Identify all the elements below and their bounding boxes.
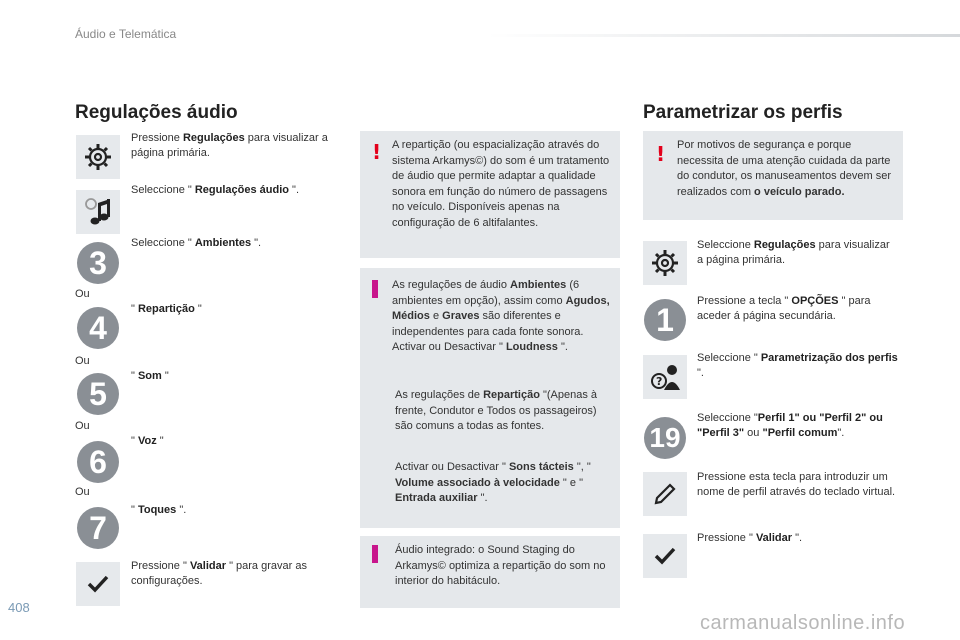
step-text: Seleccione " Regulações áudio ".	[131, 184, 300, 196]
or-label: Ou	[75, 420, 90, 432]
step-number-badge: 3	[76, 241, 120, 285]
step-number-badge: 1	[643, 298, 687, 342]
info-icon	[372, 545, 378, 563]
info-text: Áudio integrado: o Sound Staging do Arkamys© optimiza a repartição do som no interior do habitáculo.	[395, 544, 606, 587]
section-title-profiles: Parametrizar os perfis	[643, 102, 843, 123]
check-icon	[643, 534, 687, 578]
step-text: Seleccione " Ambientes ".	[131, 237, 262, 249]
step-text: " Toques ".	[131, 504, 187, 516]
step-number-badge: 7	[76, 506, 120, 550]
audio-settings-icon	[76, 190, 120, 234]
svg-text:?: ?	[656, 375, 663, 388]
step-text: Seleccione "Perfil 1" ou "Perfil 2" ou "Perfil 3" ou "Perfil comum".	[697, 412, 883, 439]
step-number-badge: 5	[76, 372, 120, 416]
warning-icon: !	[372, 140, 382, 164]
info-text: As regulações de Repartição "(Apenas à frente, Condutor e Todos os passageiros) são comuns a todas as fontes.	[395, 389, 598, 432]
header-divider	[487, 34, 960, 37]
chapter-title: Áudio e Telemática	[75, 27, 177, 41]
check-icon	[76, 562, 120, 606]
step-text: Seleccione Regulações para visualizar a página primária.	[697, 239, 890, 266]
section-title-audio: Regulações áudio	[75, 102, 238, 123]
settings-gear-icon	[643, 241, 687, 285]
step-text: Seleccione " Parametrização dos perfis ".	[697, 352, 898, 379]
settings-gear-icon	[76, 135, 120, 179]
info-text: As regulações de áudio Ambientes (6 ambientes em opção), assim como Agudos, Médios e Graves são diferentes e independentes para cada fonte sonora. Activar ou Desactivar " Loudness ".	[392, 279, 610, 353]
or-label: Ou	[75, 486, 90, 498]
step-text: Pressione " Validar " para gravar as configurações.	[131, 560, 307, 587]
or-label: Ou	[75, 355, 90, 367]
step-number-badge: 4	[76, 306, 120, 350]
step-text: Pressione a tecla " OPÇÕES " para aceder á página secundária.	[697, 295, 871, 322]
step-text: " Som "	[131, 370, 169, 382]
warning-icon: !	[656, 142, 666, 166]
info-text: Activar ou Desactivar " Sons tácteis ", " Volume associado à velocidade " e " Entrada auxiliar ".	[395, 461, 591, 504]
step-number-badge: 6	[76, 440, 120, 484]
warning-text: Por motivos de segurança e porque necessita de uma atenção cuidada da parte do condutor, os manuseamentos devem ser realizados com o veículo parado.	[677, 139, 892, 198]
step-number-badge: 19	[643, 416, 687, 460]
page-number: 408	[8, 600, 30, 615]
info-icon	[372, 280, 378, 298]
step-text: " Repartição "	[131, 303, 202, 315]
edit-pencil-icon	[643, 472, 687, 516]
watermark: carmanualsonline.info	[700, 612, 906, 634]
step-text: " Voz "	[131, 435, 164, 447]
warning-text: A repartição (ou espacialização através do sistema Arkamys©) do som é um tratamento de áudio que permite adaptar a qualidade sonora em função do número de passagens no veículo. Disponíveis apenas na configuração de 6 altifalantes.	[392, 139, 610, 229]
step-text: Pressione Regulações para visualizar a página primária.	[131, 132, 328, 159]
profile-settings-icon	[643, 355, 687, 399]
step-text: Pressione esta tecla para introduzir um nome de perfil através do teclado virtual.	[697, 471, 896, 498]
step-text: Pressione " Validar ".	[697, 532, 803, 544]
or-label: Ou	[75, 288, 90, 300]
